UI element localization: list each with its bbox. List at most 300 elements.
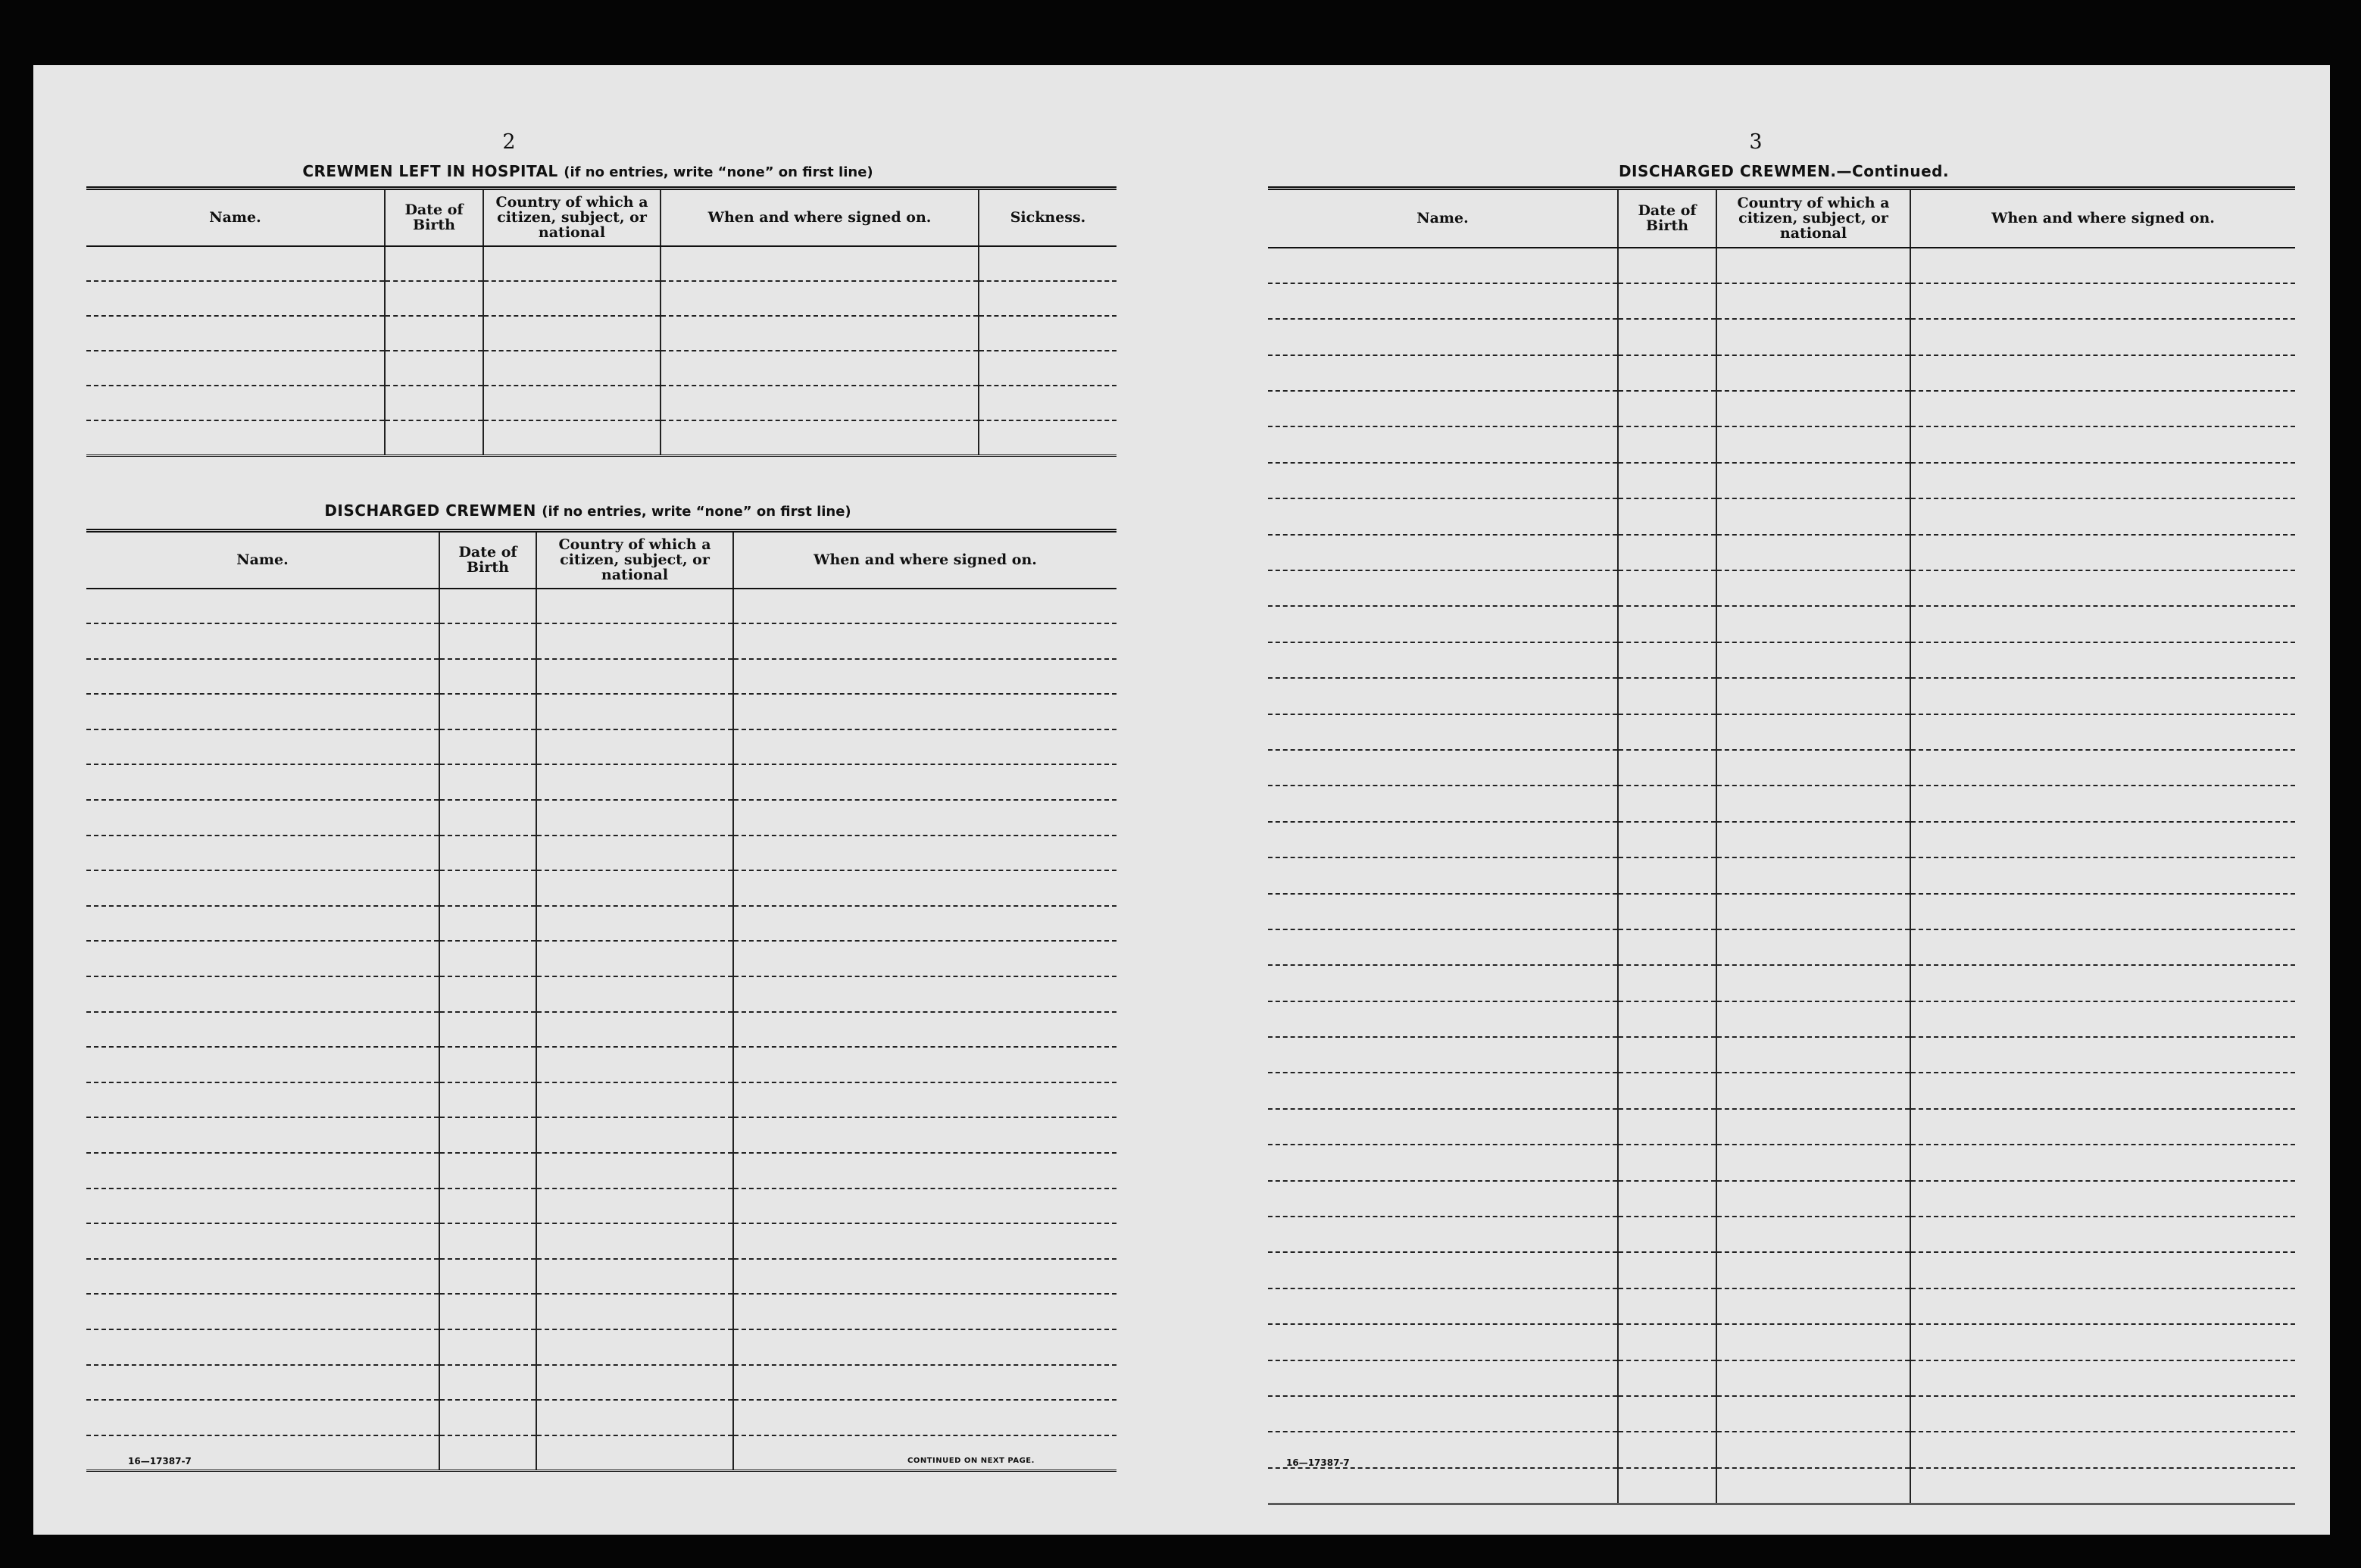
entry-cell[interactable] — [439, 906, 536, 942]
entry-cell[interactable] — [733, 1153, 1116, 1188]
entry-cell[interactable] — [1716, 1181, 1910, 1217]
entry-cell[interactable] — [1910, 606, 2295, 642]
entry-cell[interactable] — [733, 1223, 1116, 1259]
entry-cell[interactable] — [1716, 714, 1910, 750]
entry-cell[interactable] — [1716, 1001, 1910, 1037]
entry-cell[interactable] — [733, 941, 1116, 976]
entry-cell[interactable] — [1716, 929, 1910, 965]
entry-cell[interactable] — [86, 1047, 439, 1082]
entry-cell[interactable] — [1716, 822, 1910, 857]
entry-cell[interactable] — [1716, 1396, 1910, 1432]
entry-cell[interactable] — [1716, 391, 1910, 426]
entry-cell[interactable] — [1910, 355, 2295, 391]
entry-cell[interactable] — [1618, 1073, 1716, 1108]
entry-cell[interactable] — [1268, 1001, 1618, 1037]
entry-cell[interactable] — [536, 1153, 733, 1188]
entry-cell[interactable] — [536, 870, 733, 906]
table-row — [86, 1153, 1116, 1188]
entry-cell[interactable] — [661, 316, 979, 351]
entry-cell[interactable] — [1268, 426, 1618, 462]
entry-cell[interactable] — [1618, 1181, 1716, 1217]
entry-cell[interactable] — [1268, 1396, 1618, 1432]
entry-cell[interactable] — [536, 729, 733, 765]
entry-cell[interactable] — [536, 1047, 733, 1082]
entry-cell[interactable] — [1910, 1145, 2295, 1180]
entry-cell[interactable] — [733, 1365, 1116, 1401]
entry-cell[interactable] — [1618, 1288, 1716, 1324]
entry-cell[interactable] — [1618, 283, 1716, 319]
entry-cell[interactable] — [1618, 463, 1716, 498]
entry-cell[interactable] — [733, 800, 1116, 836]
entry-cell[interactable] — [1910, 319, 2295, 355]
entry-cell[interactable] — [536, 1082, 733, 1118]
discharged-continued-title: DISCHARGED CREWMEN.—Continued. — [1618, 162, 1950, 180]
entry-cell[interactable] — [979, 316, 1116, 351]
entry-cell[interactable] — [733, 1294, 1116, 1329]
entry-cell[interactable] — [86, 870, 439, 906]
entry-cell[interactable] — [979, 420, 1116, 456]
entry-cell[interactable] — [86, 764, 439, 800]
entry-cell[interactable] — [439, 589, 536, 624]
entry-cell[interactable] — [1910, 1288, 2295, 1324]
entry-cell[interactable] — [385, 351, 483, 386]
entry-cell[interactable] — [439, 1153, 536, 1188]
entry-cell[interactable] — [1910, 965, 2295, 1001]
entry-cell[interactable] — [661, 420, 979, 456]
table-row — [86, 976, 1116, 1012]
entry-cell[interactable] — [1716, 1073, 1910, 1108]
entry-cell[interactable] — [86, 1117, 439, 1153]
entry-cell[interactable] — [1910, 678, 2295, 714]
entry-cell[interactable] — [86, 623, 439, 659]
entry-cell[interactable] — [661, 281, 979, 316]
table-row — [1268, 1432, 2295, 1467]
entry-cell[interactable] — [733, 1188, 1116, 1224]
entry-cell[interactable] — [1910, 1432, 2295, 1467]
entry-cell[interactable] — [1618, 965, 1716, 1001]
entry-cell[interactable] — [439, 1082, 536, 1118]
entry-cell[interactable] — [1716, 1432, 1910, 1467]
col-signed-on: When and where signed on. — [733, 531, 1116, 589]
entry-cell[interactable] — [1910, 1109, 2295, 1145]
entry-cell[interactable] — [439, 1435, 536, 1471]
entry-cell[interactable] — [1910, 1468, 2295, 1504]
entry-cell[interactable] — [1618, 319, 1716, 355]
table-row — [1268, 929, 2295, 965]
entry-cell[interactable] — [1268, 1288, 1618, 1324]
table-row — [1268, 1288, 2295, 1324]
entry-cell[interactable] — [1268, 535, 1618, 570]
entry-cell[interactable] — [439, 729, 536, 765]
entry-cell[interactable] — [439, 623, 536, 659]
entry-cell[interactable] — [536, 976, 733, 1012]
entry-cell[interactable] — [86, 246, 385, 281]
entry-cell[interactable] — [483, 316, 661, 351]
entry-cell[interactable] — [661, 386, 979, 420]
entry-cell[interactable] — [733, 1435, 1116, 1471]
entry-cell[interactable] — [1910, 1360, 2295, 1396]
hospital-instruction: (if no entries, write “none” on first line) — [564, 164, 873, 180]
entry-cell[interactable] — [86, 941, 439, 976]
entry-cell[interactable] — [483, 420, 661, 456]
page-number: 2 — [502, 130, 516, 154]
entry-cell[interactable] — [86, 1365, 439, 1401]
entry-cell[interactable] — [86, 386, 385, 420]
entry-cell[interactable] — [1618, 929, 1716, 965]
entry-cell[interactable] — [1268, 606, 1618, 642]
entry-cell[interactable] — [1618, 1360, 1716, 1396]
entry-cell[interactable] — [1910, 929, 2295, 965]
entry-cell[interactable] — [1618, 498, 1716, 534]
entry-cell[interactable] — [1716, 1288, 1910, 1324]
entry-cell[interactable] — [1268, 283, 1618, 319]
entry-cell[interactable] — [536, 1400, 733, 1435]
entry-cell[interactable] — [1716, 1360, 1910, 1396]
entry-cell[interactable] — [733, 976, 1116, 1012]
entry-cell[interactable] — [86, 351, 385, 386]
entry-cell[interactable] — [733, 694, 1116, 729]
entry-cell[interactable] — [1268, 750, 1618, 786]
entry-cell[interactable] — [86, 1259, 439, 1295]
entry-cell[interactable] — [1618, 1432, 1716, 1467]
entry-cell[interactable] — [1910, 1073, 2295, 1108]
entry-cell[interactable] — [1716, 498, 1910, 534]
entry-cell[interactable] — [86, 1188, 439, 1224]
entry-cell[interactable] — [661, 246, 979, 281]
hospital-section-title — [44, 162, 1132, 180]
form-code: 16—17387-7 — [1286, 1457, 1350, 1468]
entry-cell[interactable] — [1716, 1468, 1910, 1504]
entry-cell[interactable] — [1618, 894, 1716, 929]
entry-cell[interactable] — [661, 351, 979, 386]
entry-cell[interactable] — [1618, 1001, 1716, 1037]
entry-cell[interactable] — [1716, 965, 1910, 1001]
entry-cell[interactable] — [86, 694, 439, 729]
entry-cell[interactable] — [1618, 535, 1716, 570]
entry-cell[interactable] — [1268, 391, 1618, 426]
entry-cell[interactable] — [1910, 283, 2295, 319]
form-code: 16—17387-7 — [128, 1456, 192, 1466]
table-row — [1268, 1037, 2295, 1073]
entry-cell[interactable] — [439, 800, 536, 836]
entry-cell[interactable] — [733, 623, 1116, 659]
entry-cell[interactable] — [536, 1223, 733, 1259]
entry-cell[interactable] — [1716, 463, 1910, 498]
entry-cell[interactable] — [733, 729, 1116, 765]
entry-cell[interactable] — [536, 906, 733, 942]
entry-cell[interactable] — [1910, 1324, 2295, 1360]
entry-cell[interactable] — [1618, 248, 1716, 283]
entry-cell[interactable] — [439, 1294, 536, 1329]
entry-cell[interactable] — [86, 976, 439, 1012]
entry-cell[interactable] — [536, 941, 733, 976]
entry-cell[interactable] — [439, 764, 536, 800]
entry-cell[interactable] — [439, 1329, 536, 1365]
entry-cell[interactable] — [536, 836, 733, 871]
entry-cell[interactable] — [1716, 642, 1910, 678]
entry-cell[interactable] — [733, 764, 1116, 800]
entry-cell[interactable] — [733, 906, 1116, 942]
entry-cell[interactable] — [536, 659, 733, 695]
entry-cell[interactable] — [1618, 786, 1716, 821]
entry-cell[interactable] — [1268, 822, 1618, 857]
entry-cell[interactable] — [733, 1117, 1116, 1153]
hospital-entries — [86, 246, 1116, 456]
entry-cell[interactable] — [1268, 570, 1618, 606]
entry-cell[interactable] — [1716, 1037, 1910, 1073]
entry-cell[interactable] — [1910, 1037, 2295, 1073]
entry-cell[interactable] — [1268, 248, 1618, 283]
entry-cell[interactable] — [1618, 822, 1716, 857]
entry-cell[interactable] — [483, 281, 661, 316]
entry-cell[interactable] — [439, 1259, 536, 1295]
table-row — [86, 659, 1116, 695]
entry-cell[interactable] — [86, 659, 439, 695]
table-row — [1268, 750, 2295, 786]
continued-note: CONTINUED ON NEXT PAGE. — [907, 1457, 1035, 1465]
table-row — [86, 386, 1116, 420]
entry-cell[interactable] — [1716, 283, 1910, 319]
entry-cell[interactable] — [86, 1294, 439, 1329]
entry-cell[interactable] — [536, 1329, 733, 1365]
entry-cell[interactable] — [1618, 1145, 1716, 1180]
entry-cell[interactable] — [733, 1082, 1116, 1118]
entry-cell[interactable] — [439, 1400, 536, 1435]
entry-cell[interactable] — [1716, 894, 1910, 929]
entry-cell[interactable] — [1268, 1252, 1618, 1288]
entry-cell[interactable] — [733, 1400, 1116, 1435]
entry-cell[interactable] — [979, 386, 1116, 420]
entry-cell[interactable] — [86, 420, 385, 456]
hospital-table — [86, 186, 1116, 457]
entry-cell[interactable] — [86, 1329, 439, 1365]
entry-cell[interactable] — [536, 589, 733, 624]
entry-cell[interactable] — [1618, 391, 1716, 426]
entry-cell[interactable] — [1910, 642, 2295, 678]
entry-cell[interactable] — [1910, 1181, 2295, 1217]
entry-cell[interactable] — [385, 246, 483, 281]
entry-cell[interactable] — [1910, 1217, 2295, 1252]
entry-cell[interactable] — [1268, 965, 1618, 1001]
entry-cell[interactable] — [536, 1435, 733, 1471]
entry-cell[interactable] — [439, 659, 536, 695]
table-row — [1268, 606, 2295, 642]
entry-cell[interactable] — [1716, 786, 1910, 821]
table-row — [1268, 678, 2295, 714]
entry-cell[interactable] — [1268, 642, 1618, 678]
entry-cell[interactable] — [733, 1259, 1116, 1295]
entry-cell[interactable] — [439, 836, 536, 871]
entry-cell[interactable] — [1716, 1324, 1910, 1360]
entry-cell[interactable] — [439, 1188, 536, 1224]
entry-cell[interactable] — [1716, 1109, 1910, 1145]
entry-cell[interactable] — [536, 623, 733, 659]
entry-cell[interactable] — [1910, 498, 2295, 534]
entry-cell[interactable] — [1618, 355, 1716, 391]
entry-cell[interactable] — [1618, 1252, 1716, 1288]
entry-cell[interactable] — [1268, 678, 1618, 714]
entry-cell[interactable] — [1268, 463, 1618, 498]
entry-cell[interactable] — [536, 1294, 733, 1329]
entry-cell[interactable] — [1618, 606, 1716, 642]
entry-cell[interactable] — [1716, 426, 1910, 462]
table-row — [86, 281, 1116, 316]
entry-cell[interactable] — [1910, 570, 2295, 606]
entry-cell[interactable] — [536, 694, 733, 729]
table-row — [1268, 786, 2295, 821]
table-row — [86, 589, 1116, 624]
entry-cell[interactable] — [483, 351, 661, 386]
entry-cell[interactable] — [733, 870, 1116, 906]
entry-cell[interactable] — [1716, 570, 1910, 606]
entry-cell[interactable] — [733, 1329, 1116, 1365]
entry-cell[interactable] — [1618, 714, 1716, 750]
entry-cell[interactable] — [439, 694, 536, 729]
entry-cell[interactable] — [1268, 1037, 1618, 1073]
entry-cell[interactable] — [1268, 1360, 1618, 1396]
entry-cell[interactable] — [439, 870, 536, 906]
entry-cell[interactable] — [536, 1188, 733, 1224]
entry-cell[interactable] — [1268, 1181, 1618, 1217]
entry-cell[interactable] — [1910, 786, 2295, 821]
entry-cell[interactable] — [536, 1117, 733, 1153]
entry-cell[interactable] — [385, 281, 483, 316]
entry-cell[interactable] — [1268, 714, 1618, 750]
entry-cell[interactable] — [536, 1012, 733, 1048]
entry-cell[interactable] — [1618, 1037, 1716, 1073]
entry-cell[interactable] — [483, 246, 661, 281]
entry-cell[interactable] — [1618, 1109, 1716, 1145]
entry-cell[interactable] — [86, 1153, 439, 1188]
entry-cell[interactable] — [86, 836, 439, 871]
entry-cell[interactable] — [86, 1012, 439, 1048]
entry-cell[interactable] — [86, 589, 439, 624]
entry-cell[interactable] — [1716, 750, 1910, 786]
col-sickness: Sickness. — [979, 189, 1116, 246]
entry-cell[interactable] — [1268, 1217, 1618, 1252]
entry-cell[interactable] — [1268, 929, 1618, 965]
entry-cell[interactable] — [439, 1047, 536, 1082]
entry-cell[interactable] — [385, 420, 483, 456]
entry-cell[interactable] — [1716, 319, 1910, 355]
entry-cell[interactable] — [979, 281, 1116, 316]
table-row — [1268, 355, 2295, 391]
entry-cell[interactable] — [536, 764, 733, 800]
table-row — [86, 1400, 1116, 1435]
entry-cell[interactable] — [1910, 1396, 2295, 1432]
entry-cell[interactable] — [1716, 355, 1910, 391]
entry-cell[interactable] — [86, 729, 439, 765]
table-row — [86, 1117, 1116, 1153]
entry-cell[interactable] — [1716, 678, 1910, 714]
entry-cell[interactable] — [1268, 1468, 1618, 1504]
entry-cell[interactable] — [86, 1223, 439, 1259]
entry-cell[interactable] — [1268, 894, 1618, 929]
entry-cell[interactable] — [1268, 498, 1618, 534]
entry-cell[interactable] — [1910, 1001, 2295, 1037]
entry-cell[interactable] — [86, 1400, 439, 1435]
entry-cell[interactable] — [1268, 1109, 1618, 1145]
table-row — [1268, 857, 2295, 893]
entry-cell[interactable] — [1716, 1252, 1910, 1288]
entry-cell[interactable] — [1268, 786, 1618, 821]
entry-cell[interactable] — [1910, 857, 2295, 893]
entry-cell[interactable] — [1910, 248, 2295, 283]
entry-cell[interactable] — [483, 386, 661, 420]
entry-cell[interactable] — [1910, 391, 2295, 426]
entry-cell[interactable] — [536, 1259, 733, 1295]
entry-cell[interactable] — [733, 589, 1116, 624]
entry-cell[interactable] — [1910, 822, 2295, 857]
entry-cell[interactable] — [1268, 857, 1618, 893]
entry-cell[interactable] — [439, 1365, 536, 1401]
entry-cell[interactable] — [1618, 857, 1716, 893]
entry-cell[interactable] — [536, 1365, 733, 1401]
entry-cell[interactable] — [1618, 642, 1716, 678]
entry-cell[interactable] — [733, 1012, 1116, 1048]
entry-cell[interactable] — [86, 316, 385, 351]
entry-cell[interactable] — [1716, 248, 1910, 283]
entry-cell[interactable] — [439, 941, 536, 976]
entry-cell[interactable] — [1618, 1324, 1716, 1360]
entry-cell[interactable] — [1268, 319, 1618, 355]
entry-cell[interactable] — [979, 246, 1116, 281]
entry-cell[interactable] — [1910, 714, 2295, 750]
entry-cell[interactable] — [1910, 1252, 2295, 1288]
entry-cell[interactable] — [1716, 857, 1910, 893]
entry-cell[interactable] — [86, 906, 439, 942]
entry-cell[interactable] — [86, 1082, 439, 1118]
entry-cell[interactable] — [1618, 678, 1716, 714]
entry-cell[interactable] — [733, 1047, 1116, 1082]
entry-cell[interactable] — [385, 316, 483, 351]
entry-cell[interactable] — [1268, 1324, 1618, 1360]
entry-cell[interactable] — [1716, 1217, 1910, 1252]
entry-cell[interactable] — [1618, 750, 1716, 786]
entry-cell[interactable] — [1910, 535, 2295, 570]
entry-cell[interactable] — [1618, 1396, 1716, 1432]
entry-cell[interactable] — [1268, 355, 1618, 391]
entry-cell[interactable] — [1716, 535, 1910, 570]
entry-cell[interactable] — [979, 351, 1116, 386]
entry-cell[interactable] — [1268, 1073, 1618, 1108]
entry-cell[interactable] — [1910, 894, 2295, 929]
entry-cell[interactable] — [86, 800, 439, 836]
entry-cell[interactable] — [1618, 1468, 1716, 1504]
entry-cell[interactable] — [439, 1223, 536, 1259]
entry-cell[interactable] — [439, 976, 536, 1012]
table-row — [86, 906, 1116, 942]
entry-cell[interactable] — [1268, 1145, 1618, 1180]
entry-cell[interactable] — [439, 1117, 536, 1153]
entry-cell[interactable] — [733, 659, 1116, 695]
entry-cell[interactable] — [536, 800, 733, 836]
col-signed-on: When and where signed on. — [661, 189, 979, 246]
col-date-of-birth: Date of Birth — [439, 531, 536, 589]
entry-cell[interactable] — [1910, 426, 2295, 462]
entry-cell[interactable] — [733, 836, 1116, 871]
entry-cell[interactable] — [1716, 606, 1910, 642]
entry-cell[interactable] — [439, 1012, 536, 1048]
entry-cell[interactable] — [1910, 463, 2295, 498]
entry-cell[interactable] — [1618, 570, 1716, 606]
entry-cell[interactable] — [86, 281, 385, 316]
entry-cell[interactable] — [385, 386, 483, 420]
entry-cell[interactable] — [1716, 1145, 1910, 1180]
entry-cell[interactable] — [1910, 750, 2295, 786]
entry-cell[interactable] — [1618, 1217, 1716, 1252]
entry-cell[interactable] — [1618, 426, 1716, 462]
